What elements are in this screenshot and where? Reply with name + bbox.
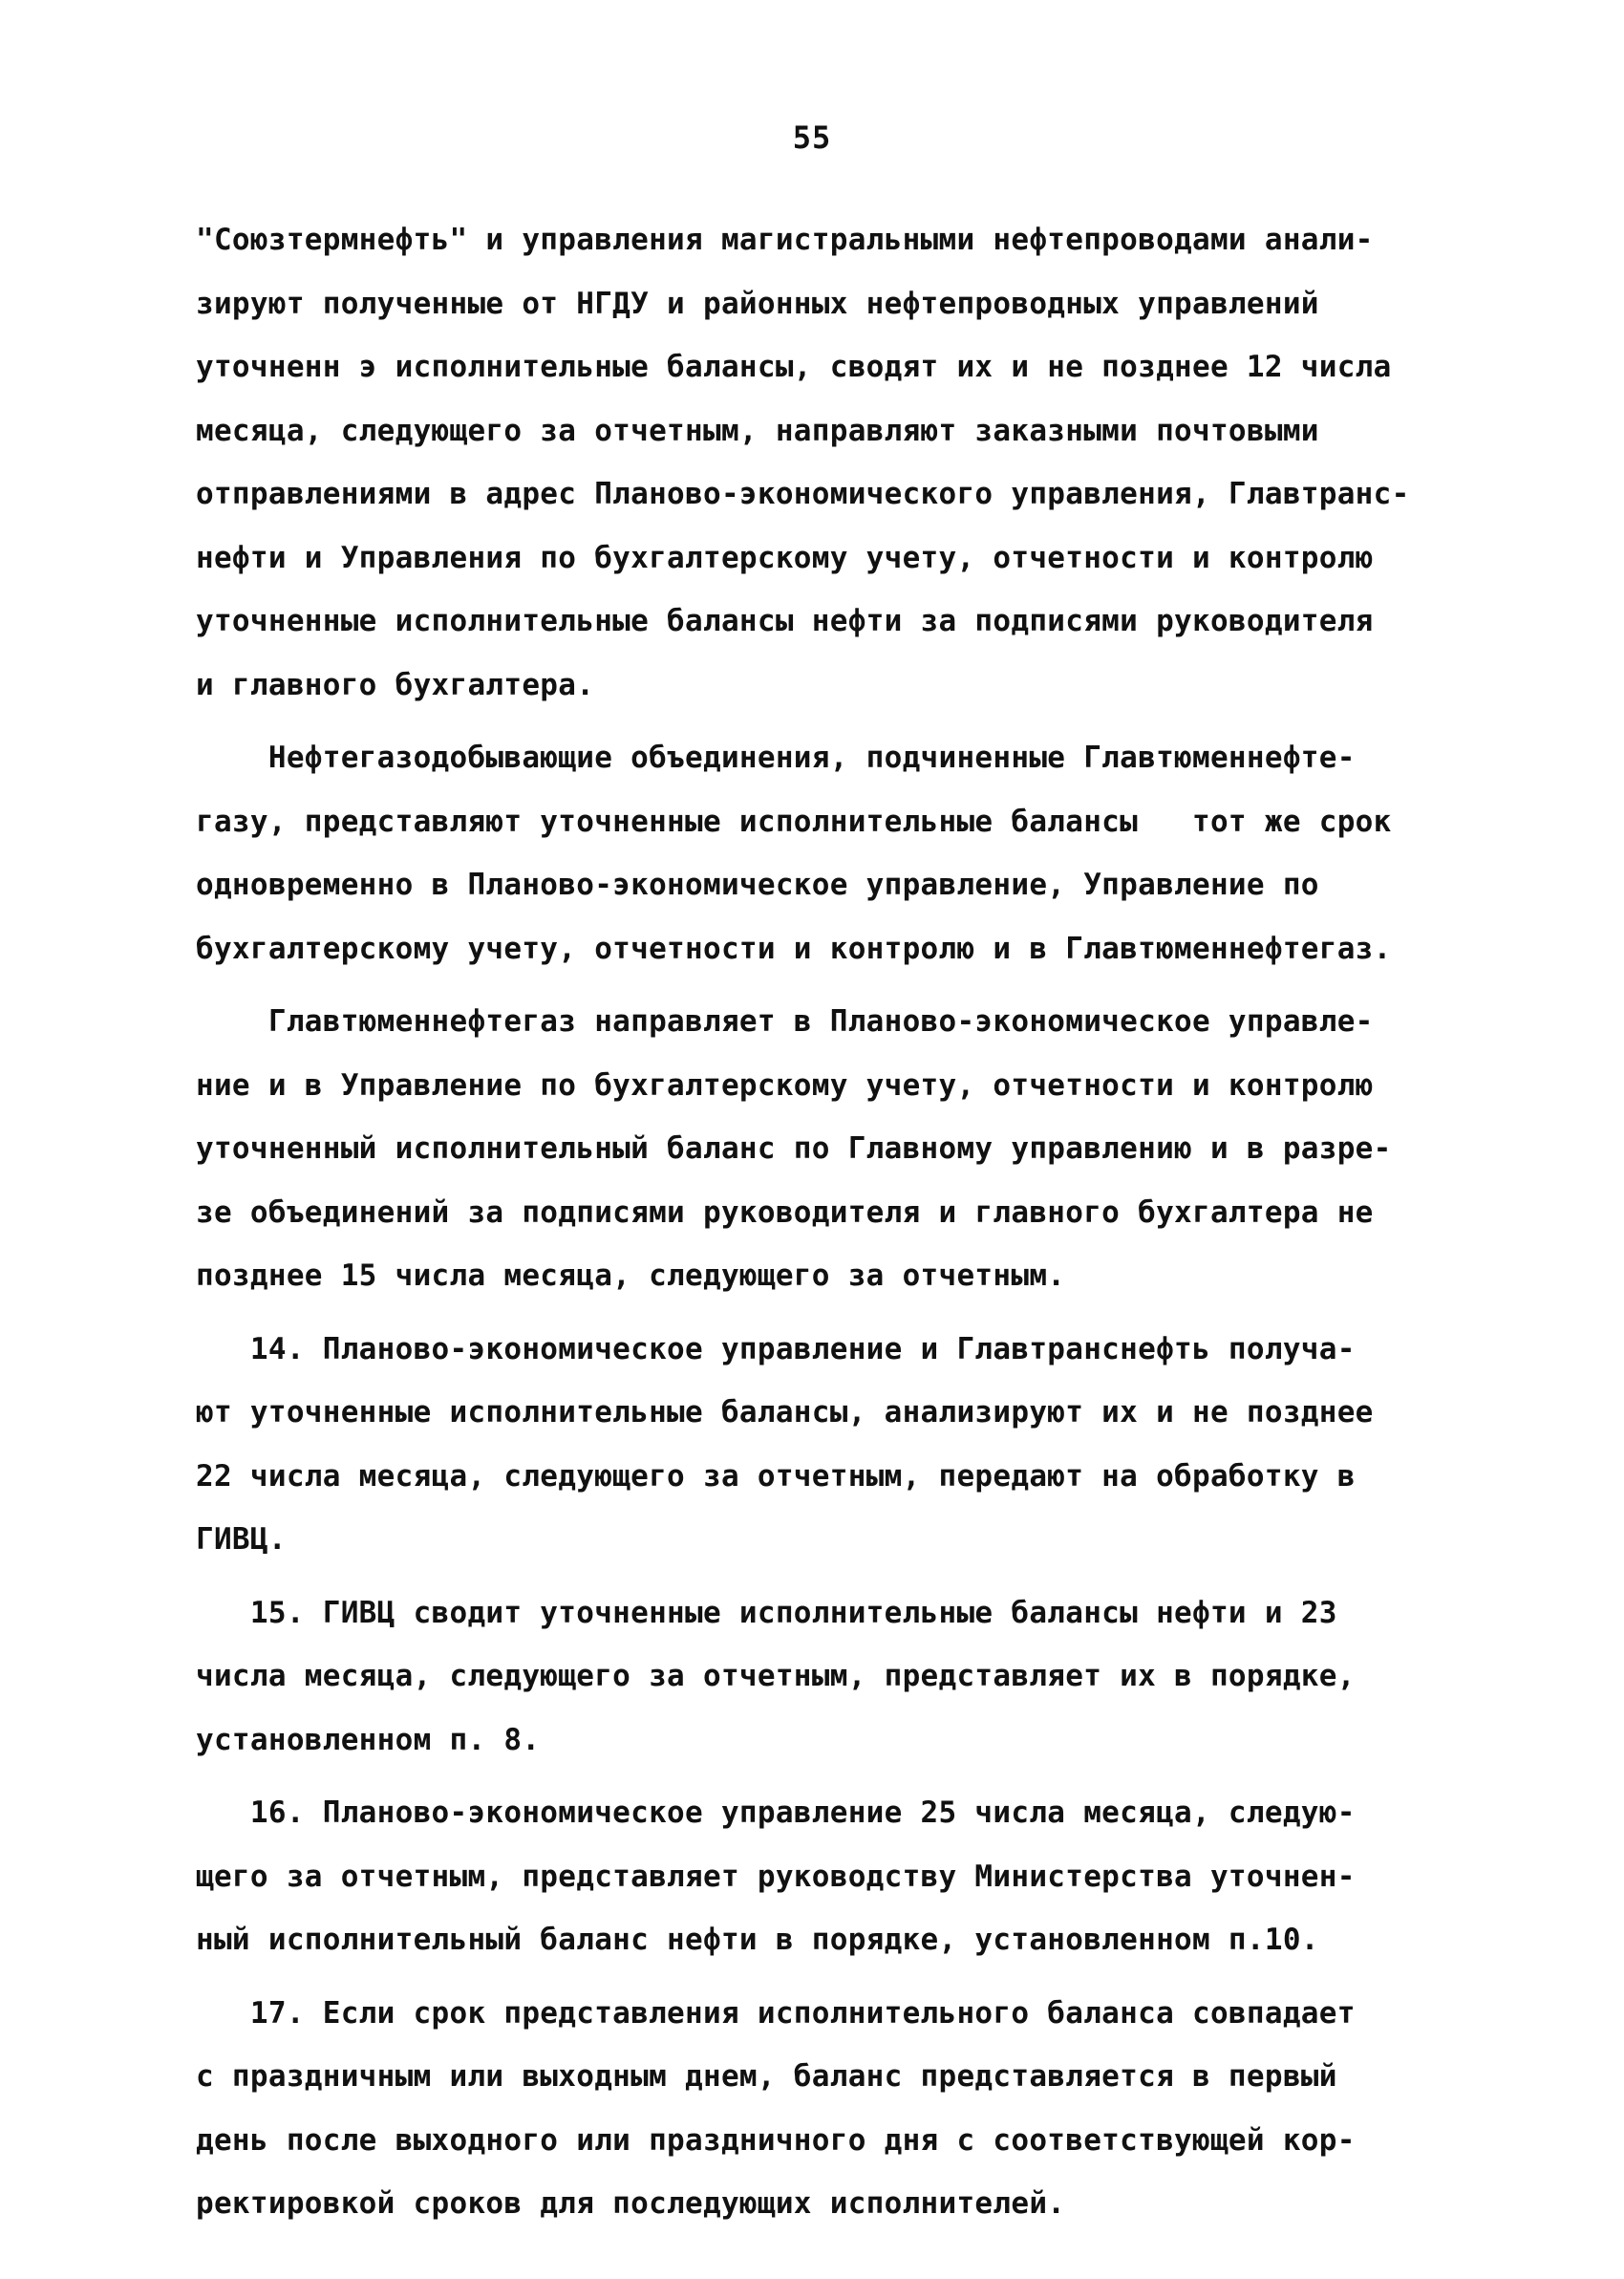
text-line: нефти и Управления по бухгалтерскому учету, отчетности и контролю (196, 540, 1374, 575)
text-line: щего за отчетным, представляет руководству Министерства уточнен- (196, 1859, 1356, 1894)
document-body (196, 208, 1485, 2236)
text-line: и главного бухгалтера. (196, 667, 595, 702)
text-line: газу, представляют уточненные исполнительные балансы тот же срок (196, 804, 1392, 839)
text-line: 15. ГИВЦ сводит уточненные исполнительные балансы нефти и 23 (196, 1595, 1337, 1630)
text-line: зируют полученные от НГДУ и районных нефтепроводных управлений (196, 286, 1319, 321)
text-line: уточненн э исполнительные балансы, сводят их и не позднее 12 числа (196, 350, 1392, 384)
text-line: ют уточненные исполнительные балансы, анализируют их и не позднее (196, 1395, 1374, 1430)
page-number: 55 (792, 119, 832, 156)
text-line: одновременно в Планово-экономическое управление, Управление по (196, 868, 1319, 902)
text-line: зе объединений за подписями руководителя и главного бухгалтера не (196, 1194, 1374, 1230)
text-line: позднее 15 числа месяца, следующего за отчетным. (196, 1258, 1066, 1293)
text-line: бухгалтерскому учету, отчетности и контролю и в Главтюменнефтегаз. (196, 931, 1392, 966)
text-line: Главтюменнефтегаз направляет в Планово-экономическое управле- (196, 1004, 1374, 1039)
text-line: 22 числа месяца, следующего за отчетным, передают на обработку в (196, 1458, 1356, 1494)
text-line: ние и в Управление по бухгалтерскому учету, отчетности и контролю (196, 1067, 1374, 1103)
text-line: 14. Планово-экономическое управление и Главтранснефть получа- (196, 1331, 1356, 1366)
text-line: 16. Планово-экономическое управление 25 числа месяца, следую- (196, 1795, 1356, 1830)
text-line: ГИВЦ. (196, 1522, 287, 1557)
text-line: уточненные исполнительные балансы нефти за подписями руководителя (196, 604, 1374, 638)
text-line: отправлениями в адрес Планово-экономического управления, Главтранс- (196, 477, 1410, 511)
text-line: числа месяца, следующего за отчетным, представляет их в порядке, (196, 1659, 1356, 1693)
text-line: ный исполнительный баланс нефти в порядке, установленном п.10. (196, 1923, 1319, 1957)
text-line: 17. Если срок представления исполнительного баланса совпадает (196, 1995, 1356, 2031)
text-line: "Союзтермнефть" и управления магистральными нефтепроводами анали- (196, 223, 1374, 257)
text-line: уточненный исполнительный баланс по Главному управлению и в разре- (196, 1131, 1392, 1166)
text-line: Нефтегазодобывающие объединения, подчиненные Главтюменнефте- (196, 741, 1356, 775)
text-line: ректировкой сроков для последующих исполнителей. (196, 2186, 1066, 2221)
text-line: с праздничным или выходным днем, баланс представляется в первый (196, 2059, 1337, 2094)
text-line: месяца, следующего за отчетным, направляют заказными почтовыми (196, 413, 1319, 448)
text-line: установленном п. 8. (196, 1722, 541, 1757)
text-line: день после выходного или праздничного дня с соответствующей кор- (196, 2122, 1356, 2158)
